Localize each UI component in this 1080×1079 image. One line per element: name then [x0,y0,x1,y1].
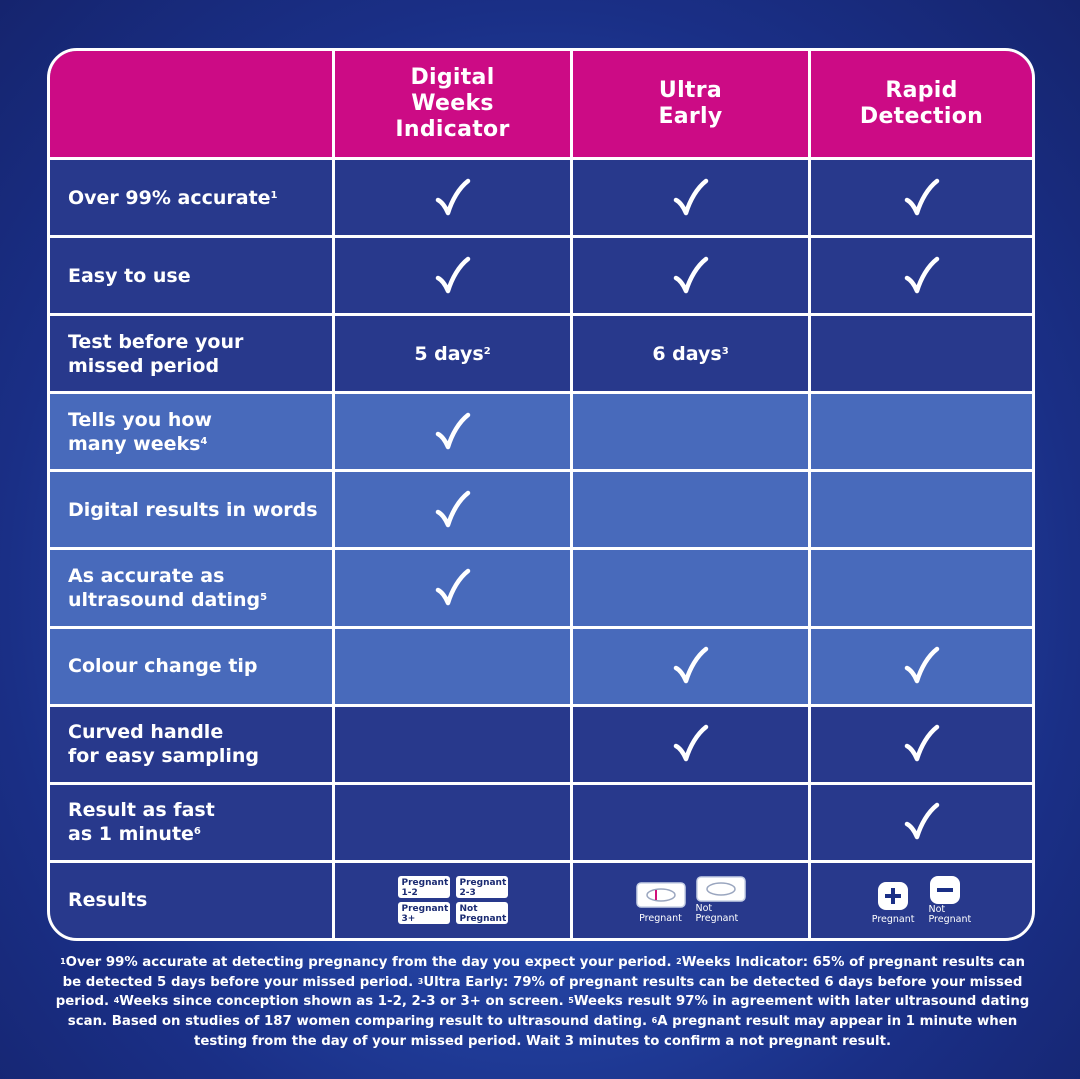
row-label-easy [50,238,332,313]
cell-digital-results [335,863,570,938]
cell-empty [811,550,1032,625]
result-caption: Pregnant [639,913,682,925]
row-label-results [50,863,332,938]
label-text: many weeks [68,432,201,455]
footnote-ref: 3 [721,346,729,358]
cell-ultra-results [573,863,808,938]
checkmark-icon [435,178,471,218]
cell-digital-days [335,316,570,391]
result-caption: Pregnant [928,914,972,926]
cell-empty [573,550,808,625]
chip-text: Pregnant [401,904,449,915]
rapid-not-pregnant-result [929,875,972,925]
chip-text: Not [459,904,478,915]
header-text: Early [658,104,723,129]
value-text: 5 days [414,342,484,365]
label-text: Test before your [68,330,244,353]
chip-text: 2-3 [459,888,476,899]
ultra-pregnant-result [636,882,686,924]
cell-empty [811,394,1032,469]
cell-check [335,160,570,235]
checkmark-icon [673,178,709,218]
footnote-number: 6 [651,1016,658,1026]
footnote-text: Weeks since conception shown as 1-2, 2-3 or 3+ on screen. [119,994,569,1010]
cell-check [573,238,808,313]
chip-text: 3+ [401,914,416,925]
result-chip-pregnant-1-2 [398,876,450,898]
test-window-pregnant-icon [636,882,686,908]
footnote-number: 2 [676,957,682,966]
checkmark-icon [673,646,709,686]
row-label-fast-result [50,785,332,860]
footnote-text: Ultra Early: 79% of pregnant results can be detected 6 days before your missed period. [55,974,1023,1010]
checkmark-icon [673,724,709,764]
row-label-digital-words [50,472,332,547]
cell-check [335,394,570,469]
result-caption: Pregnant [695,913,739,925]
cell-check [573,160,808,235]
cell-check [811,707,1032,782]
footnote-ref: 1 [270,189,278,201]
checkmark-icon [904,256,940,296]
label-text: as 1 minute [68,823,194,846]
checkmark-icon [904,178,940,218]
ultra-not-pregnant-result [696,876,746,924]
chip-text: Pregnant [401,878,449,889]
result-caption: Not [695,903,713,915]
cell-check [811,785,1032,860]
cell-rapid-results [811,863,1032,938]
footnote-ref: 2 [483,346,491,358]
cell-empty [573,785,808,860]
footnote-text: Over 99% accurate at detecting pregnancy from the day you expect your period. [65,955,677,970]
cell-check [811,160,1032,235]
footnotes [50,953,1035,1052]
footnote-number: 5 [568,996,574,1006]
label-text: Over 99% accurate [68,186,271,209]
cell-ultra-days [573,316,808,391]
cell-empty [811,472,1032,547]
header-empty-cell [50,51,332,157]
row-label-weeks [50,394,332,469]
plus-icon [877,881,909,911]
header-text: Ultra [658,78,723,103]
footnote-ref: 5 [260,592,268,604]
row-label-accuracy [50,160,332,235]
test-window-not-pregnant-icon [696,876,746,902]
header-text: Digital [410,65,495,90]
checkmark-icon [673,256,709,296]
checkmark-icon [904,724,940,764]
label-text: Easy to use [68,264,191,287]
label-text: Tells you how [68,408,212,431]
header-text: Indicator [395,117,510,142]
label-text: Results [68,889,148,912]
cell-empty [573,472,808,547]
cell-empty [811,316,1032,391]
footnote-number: 3 [417,976,424,986]
comparison-table [47,48,1035,941]
cell-empty [335,785,570,860]
result-chip-pregnant-2-3 [456,876,508,898]
header-digital-weeks-indicator [335,51,570,157]
minus-icon [929,875,961,905]
checkmark-icon [435,568,471,608]
cell-empty [335,629,570,704]
label-text: missed period [68,354,220,377]
checkmark-icon [904,802,940,842]
chip-text: Pregnant [459,914,507,925]
footnote-number: 4 [113,996,120,1006]
footnote-text: Weeks Indicator: 65% of pregnant results can be detected 5 days before your missed period. [62,955,1025,990]
row-label-ultrasound [50,550,332,625]
result-chip-pregnant-3plus [398,902,450,924]
label-text: Result as fast [68,799,215,822]
cell-check [811,629,1032,704]
header-text: Weeks [411,91,494,116]
result-caption: Pregnant [871,914,915,926]
result-caption: Not [928,904,946,916]
header-text: Detection [859,104,984,129]
header-rapid-detection [811,51,1032,157]
row-label-curved-handle [50,707,332,782]
label-text: ultrasound dating [68,589,261,612]
label-text: Colour change tip [68,655,258,678]
footnote-ref: 6 [193,826,201,838]
header-text: Rapid [885,78,958,103]
label-text: As accurate as [68,565,225,588]
cell-check [335,550,570,625]
footnote-ref: 4 [200,435,208,447]
cell-check [573,629,808,704]
row-label-colour-tip [50,629,332,704]
cell-check [335,238,570,313]
cell-empty [573,394,808,469]
checkmark-icon [435,490,471,530]
value-text: 6 days [652,342,722,365]
cell-check [573,707,808,782]
chip-text: 1-2 [401,888,418,899]
cell-check [335,472,570,547]
cell-check [811,238,1032,313]
rapid-pregnant-result [872,881,915,925]
chip-text: Pregnant [459,878,507,889]
checkmark-icon [904,646,940,686]
checkmark-icon [435,412,471,452]
label-text: Digital results in words [68,498,318,521]
checkmark-icon [435,256,471,296]
footnote-text: A pregnant result may appear in 1 minute when testing from the day of your missed period. Wait 3 minutes to confirm a not pregnant result. [194,1014,1018,1049]
label-text: for easy sampling [68,745,260,768]
row-label-test-before [50,316,332,391]
label-text: Curved handle [68,721,224,744]
header-ultra-early [573,51,808,157]
footnote-number: 1 [60,957,66,966]
result-chip-not-pregnant [456,902,508,924]
footnote-text: Weeks result 97% in agreement with later ultrasound dating scan. Based on studies of 187 women comparing result to ultrasound dating. [67,994,1030,1030]
cell-empty [335,707,570,782]
